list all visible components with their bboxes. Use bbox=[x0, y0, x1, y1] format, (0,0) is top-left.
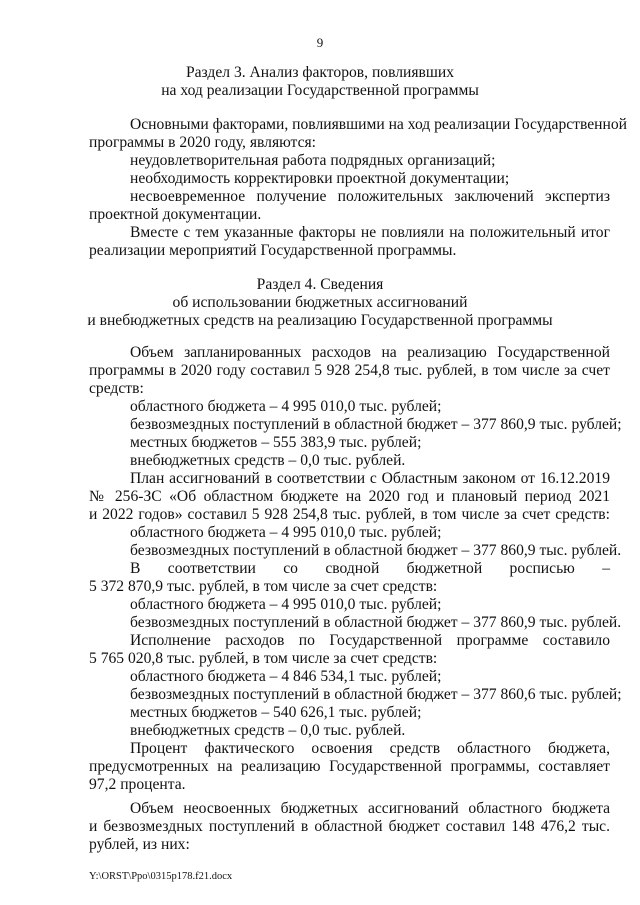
s4-p2-item2: безвозмездных поступлений в областной бюджет – 377 860,9 тыс. рублей. bbox=[130, 542, 622, 559]
s4-p6-line1: Объем неосвоенных бюджетных ассигнований областного бюджета bbox=[130, 800, 610, 817]
s4-p1-item1: областного бюджета – 4 995 010,0 тыс. рублей; bbox=[130, 398, 442, 415]
s4-p1-item4: внебюджетных средств – 0,0 тыс. рублей. bbox=[130, 452, 406, 469]
s4-p4-line1: Исполнение расходов по Государственной программе составило bbox=[130, 632, 610, 649]
s4-p3-item2: безвозмездных поступлений в областной бюджет – 377 860,9 тыс. рублей. bbox=[130, 614, 622, 631]
s4-p2-line1: План ассигнований в соответствии с Областным законом от 16.12.2019 bbox=[130, 470, 610, 487]
s4-p2-line3: и 2022 годов» составил 5 928 254,8 тыс. рублей, в том числе за счет средств: bbox=[89, 506, 610, 523]
s4-p5-line1: Процент фактического освоения средств областного бюджета, bbox=[130, 740, 610, 757]
s4-p1-line2: программы в 2020 году составил 5 928 254,8 тыс. рублей, в том числе за счет bbox=[89, 362, 610, 379]
s4-p3-item1: областного бюджета – 4 995 010,0 тыс. рублей; bbox=[130, 596, 442, 613]
section4-heading-line3: и внебюджетных средств на реализацию Государственной программы bbox=[87, 312, 553, 329]
section4-heading-line1: Раздел 4. Сведения bbox=[256, 276, 384, 293]
s4-p5-line3: 97,2 процента. bbox=[89, 776, 186, 793]
s4-p2-item1: областного бюджета – 4 995 010,0 тыс. рублей; bbox=[130, 524, 442, 541]
s4-p3-line1: В соответствии со сводной бюджетной росписью – bbox=[130, 560, 610, 577]
s4-p1-line3: средств: bbox=[89, 380, 144, 397]
s4-p3-line2: 5 372 870,9 тыс. рублей, в том числе за счет средств: bbox=[89, 578, 438, 595]
s4-p4-item3: местных бюджетов – 540 626,1 тыс. рублей; bbox=[130, 704, 422, 721]
s4-p6-line3: рублей, из них: bbox=[89, 836, 190, 853]
s3-item3-line1: несвоевременное получение положительных заключений экспертиз bbox=[130, 188, 610, 205]
s4-p4-item1: областного бюджета – 4 846 534,1 тыс. рублей; bbox=[130, 668, 442, 685]
s4-p2-line2: № 256-ЗС «Об областном бюджете на 2020 год и плановый период 2021 bbox=[89, 488, 610, 505]
s4-p1-item2: безвозмездных поступлений в областной бюджет – 377 860,9 тыс. рублей; bbox=[130, 416, 622, 433]
s3-p1-line1: Основными факторами, повлиявшими на ход реализации Государственной bbox=[130, 116, 628, 133]
s3-item1: неудовлетворительная работа подрядных организаций; bbox=[130, 152, 496, 169]
s4-p6-line2: и безвозмездных поступлений в областной бюджет составил 148 476,2 тыс. bbox=[89, 818, 610, 835]
s4-p4-item2: безвозмездных поступлений в областной бюджет – 377 860,6 тыс. рублей; bbox=[130, 686, 622, 703]
s3-p2-line2: реализации мероприятий Государственной программы. bbox=[89, 242, 457, 259]
s3-p1-line2: программы в 2020 году, являются: bbox=[89, 134, 316, 151]
s3-item3-line2: проектной документации. bbox=[89, 206, 262, 223]
s4-p1-line1: Объем запланированных расходов на реализацию Государственной bbox=[130, 344, 610, 361]
s4-p4-item4: внебюджетных средств – 0,0 тыс. рублей. bbox=[130, 722, 406, 739]
s3-p2-line1: Вместе с тем указанные факторы не повлияли на положительный итог bbox=[130, 224, 610, 241]
footer-file-path: Y:\ORST\Ppo\0315p178.f21.docx bbox=[89, 871, 233, 882]
section3-heading-line1: Раздел 3. Анализ факторов, повлиявших bbox=[185, 64, 455, 81]
page-number: 9 bbox=[316, 35, 324, 50]
s4-p5-line2: предусмотренных на реализацию Государственной программы, составляет bbox=[89, 758, 610, 775]
section4-heading-line2: об использовании бюджетных ассигнований bbox=[172, 294, 468, 311]
s4-p1-item3: местных бюджетов – 555 383,9 тыс. рублей; bbox=[130, 434, 422, 451]
s3-item2: необходимость корректировки проектной документации; bbox=[130, 170, 510, 187]
section3-heading-line2: на ход реализации Государственной программы bbox=[161, 82, 479, 99]
s4-p4-line2: 5 765 020,8 тыс. рублей, в том числе за счет средств: bbox=[89, 650, 438, 667]
